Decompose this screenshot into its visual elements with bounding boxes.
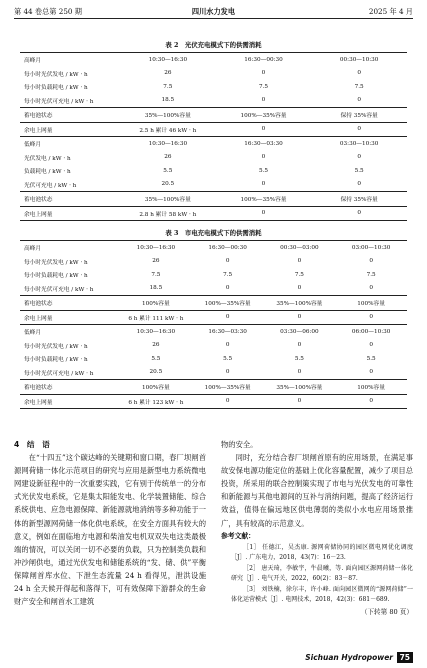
- continued-sentence: 物的安全。: [221, 440, 258, 449]
- table-cell: 16:30—03:30: [216, 137, 312, 151]
- reference-item: ［1］ 任德江，吴杰康. 源网荷储协同的园区微电网优化调度［J］. 广东电力，2018，43(7)：16－23.: [231, 543, 413, 562]
- table2: [20, 52, 407, 221]
- table-cell: 0: [335, 310, 407, 325]
- row-label: 低峰月: [20, 137, 120, 151]
- table-cell: 保持 35%容量: [311, 192, 407, 207]
- table-cell: 5.5: [223, 355, 233, 362]
- row-label: 每小时光伏发电 / kW · h: [24, 71, 88, 78]
- table-cell: 7.5: [163, 83, 173, 90]
- row-label: 余电上网量: [20, 394, 120, 409]
- table-cell: 7.5: [223, 271, 233, 278]
- table-cell: 100%—35%容量: [192, 380, 264, 395]
- footer-journal: Sichuan Hydropower: [305, 653, 393, 662]
- table-row: [20, 339, 407, 353]
- table-cell: 0: [261, 181, 266, 188]
- table-cell: 0: [311, 206, 407, 221]
- table-row: [20, 366, 407, 380]
- table-cell: 0: [192, 394, 264, 409]
- table-cell: 0: [357, 181, 361, 188]
- table-header-row: [20, 137, 407, 151]
- table-cell: 0: [369, 369, 373, 376]
- table-cell: 7.5: [151, 271, 161, 278]
- issue-date: 2025 年 4 月: [368, 7, 413, 16]
- references-title: 参考文献：: [221, 531, 255, 540]
- table-cell: 0: [369, 258, 373, 265]
- table-cell: 0: [264, 394, 336, 409]
- table3-caption: 表 3 市电充电模式下的供需消耗: [165, 229, 262, 237]
- table-cell: 10:30—16:30: [120, 241, 192, 255]
- table-cell: 03:30—10:30: [311, 137, 407, 151]
- table-cell: 18.5: [149, 285, 163, 292]
- table-cell: 100%—35%容量: [192, 296, 264, 311]
- table-cell: 5.5: [294, 355, 304, 362]
- table-cell: 35%—100%容量: [120, 192, 216, 207]
- row-label: 每小时光伏可充电 / kW · h: [24, 286, 94, 293]
- table-cell: 0: [357, 97, 361, 104]
- row-label: 光伏发电 / kW · h: [24, 155, 71, 162]
- table-header-row: [20, 325, 407, 339]
- row-label: 每小时光伏发电 / kW · h: [24, 343, 88, 350]
- row-label: 余电上网量: [20, 122, 120, 137]
- table-cell: 7.5: [354, 83, 364, 90]
- table-cell: 0: [357, 154, 361, 161]
- table-cell: 10:30—16:30: [120, 53, 216, 67]
- table-cell: 26: [152, 258, 160, 265]
- journal-name: 四川水力发电: [191, 7, 236, 16]
- reference-item: ［2］ 唐天琦，李敏宇，牛晨曦，等. 面向园区源网荷储一体化研究［J］. 电气开关，2022，60(2)：83－87.: [231, 564, 413, 583]
- table-cell: 35%—100%容量: [264, 380, 336, 395]
- table-cell: 7.5: [294, 271, 304, 278]
- table-cell: 0: [261, 70, 266, 77]
- table-header-row: [20, 53, 407, 67]
- table-cell: 5.5: [258, 167, 268, 174]
- table-cell: 100%容量: [120, 296, 192, 311]
- table-row: [20, 394, 407, 409]
- table-cell: 0: [297, 258, 302, 265]
- table-cell: 0: [216, 122, 312, 137]
- volume-info: 第 44 卷总第 250 期: [14, 7, 82, 16]
- table-cell: 0: [369, 285, 373, 292]
- row-label: 低峰月: [20, 325, 120, 339]
- row-label: 高峰月: [20, 53, 120, 67]
- table-cell: 20.5: [149, 369, 163, 376]
- table-row: [20, 108, 407, 123]
- table-row: [20, 310, 407, 325]
- left-column: [14, 438, 206, 608]
- table-header-row: [20, 241, 407, 255]
- table-cell: 35%—100%容量: [120, 108, 216, 123]
- page-number: 75: [397, 652, 413, 663]
- table-row: [20, 206, 407, 221]
- table-cell: 20.5: [161, 181, 175, 188]
- row-label: 蓄电池状态: [20, 108, 120, 123]
- row-label: 每小时光伏可充电 / kW · h: [24, 370, 94, 377]
- table-cell: 0: [225, 342, 230, 349]
- table-cell: 100%容量: [335, 380, 407, 395]
- table-cell: 03:30—06:00: [264, 325, 336, 339]
- table-cell: 6 h 累计 111 kW · h: [120, 310, 192, 325]
- table-row: [20, 255, 407, 269]
- table-cell: 100%容量: [120, 380, 192, 395]
- table-cell: 2.8 h 累计 58 kW · h: [120, 206, 216, 221]
- table-cell: 0: [297, 369, 302, 376]
- row-label: 每小时光伏发电 / kW · h: [24, 259, 88, 266]
- conclusion-paragraph: 在“十四五”这个碳达峰的关键期和窗口期，春厂坝闸首源网荷储一体化示范项目的研究与应用是新型电力系统微电网建设新征程中的一次重要实践，它有别于传统单一的分布式光伏发电系统，它是集太阳能发电、化学装置储能、综合系统供电、应急电源保障、新能源就地消纳等多种功能于一体的新型源网荷储一体化供电系统，在安全方面具有较大的意义，例如在面临地方电源和柴油发电机双双失电这类最极端的情况，可以关闭一切不必要的负载，只为控制类负载和冲沙闸供电，通过光伏发电和储能系统的“发、储、供”平衡保障闸首库水位、下泄生态流量 24 h 看得见，泄洪设施 24 h 全天候开得起和落得下，可有效保障下游群众的生命财产安全和闸首水工建筑: [14, 453, 206, 607]
- table-cell: 0: [369, 342, 373, 349]
- table-cell: 100%—35%容量: [216, 192, 312, 207]
- table-row: [20, 80, 407, 94]
- table-cell: 0: [264, 310, 336, 325]
- table-cell: 26: [152, 342, 160, 349]
- table-cell: 0: [297, 342, 302, 349]
- table-cell: 0: [192, 310, 264, 325]
- continued-note: （下转第 80 页）: [360, 607, 413, 616]
- table-cell: 0: [297, 285, 302, 292]
- table-row: [20, 178, 407, 192]
- table-cell: 保持 35%容量: [311, 108, 407, 123]
- table-cell: 0: [335, 394, 407, 409]
- table-row: [20, 164, 407, 178]
- running-header: [14, 6, 413, 19]
- table-cell: 0: [225, 258, 230, 265]
- table-cell: 0: [216, 206, 312, 221]
- row-label: 负载耗电 / kW · h: [24, 169, 71, 176]
- table-row: [20, 352, 407, 366]
- row-label: 蓄电池状态: [20, 296, 120, 311]
- row-label: 高峰月: [20, 241, 120, 255]
- table-cell: 7.5: [258, 83, 268, 90]
- section-title: 4 结 语: [14, 440, 50, 449]
- table-cell: 0: [311, 122, 407, 137]
- summary-paragraph: 同时，充分结合春厂坝闸首原有的应用场景，在满足事故安保电源功能定位的基础上优化容量配置，减少了项目总投资，所采用的联合控制策实现了市电与光伏发电的可靠性和新能源与其他电源间的互补与消纳问题，提高了经济运行效益，值得在偏远地区供电薄弱的类似小水电应用场景推广，具有较高的示范意义。: [221, 453, 413, 528]
- table-cell: 16:30—00:30: [216, 53, 312, 67]
- row-label: 光伏可充电 / kW · h: [24, 182, 77, 189]
- table-cell: 03:00—10:30: [335, 241, 407, 255]
- table-row: [20, 282, 407, 296]
- table-row: [20, 67, 407, 81]
- table2-caption: 表 2 光伏充电模式下的供需消耗: [165, 41, 262, 49]
- reference-item: ［3］ 刘铁楠，徐尔丰，许小峰. 面向园区微网的“源网荷储”一体化运营模式［J］. 电网技术，2018，42(3)：681－689.: [231, 585, 413, 604]
- table-cell: 00:30—10:30: [311, 53, 407, 67]
- table-cell: 0: [261, 154, 266, 161]
- table-row: [20, 94, 407, 108]
- table-cell: 6 h 累计 123 kW · h: [120, 394, 192, 409]
- table-cell: 06:00—10:30: [335, 325, 407, 339]
- table-cell: 18.5: [161, 97, 175, 104]
- table3: [20, 240, 407, 409]
- table-cell: 5.5: [354, 167, 364, 174]
- table-row: [20, 192, 407, 207]
- row-label: 每小时光伏可充电 / kW · h: [24, 98, 94, 105]
- table-cell: 0: [261, 97, 266, 104]
- table-row: [20, 151, 407, 165]
- row-label: 蓄电池状态: [20, 192, 120, 207]
- table-cell: 35%—100%容量: [264, 296, 336, 311]
- row-label: 余电上网量: [20, 310, 120, 325]
- page-footer: [14, 652, 413, 666]
- table-row: [20, 122, 407, 137]
- table-cell: 00:30—03:00: [264, 241, 336, 255]
- table-cell: 26: [164, 154, 172, 161]
- row-label: 每小时负载耗电 / kW · h: [24, 357, 88, 364]
- table-cell: 100%—35%容量: [216, 108, 312, 123]
- table-cell: 5.5: [151, 355, 161, 362]
- row-label: 每小时负载耗电 / kW · h: [24, 85, 88, 92]
- table-cell: 26: [164, 70, 172, 77]
- table-cell: 7.5: [366, 271, 376, 278]
- table-cell: 10:30—16:30: [120, 325, 192, 339]
- row-label: 余电上网量: [20, 206, 120, 221]
- table-cell: 0: [225, 369, 230, 376]
- table-cell: 5.5: [163, 167, 173, 174]
- row-label: 蓄电池状态: [20, 380, 120, 395]
- right-column: [221, 438, 413, 619]
- table-cell: 0: [225, 285, 230, 292]
- table-row: [20, 380, 407, 395]
- row-label: 每小时负载耗电 / kW · h: [24, 273, 88, 280]
- table-cell: 10:30—16:30: [120, 137, 216, 151]
- table-cell: 0: [357, 70, 361, 77]
- table-cell: 2.5 h 累计 46 kW · h: [120, 122, 216, 137]
- table-cell: 100%容量: [335, 296, 407, 311]
- table-row: [20, 268, 407, 282]
- table-cell: 16:30—00:30: [192, 241, 264, 255]
- table-cell: 16:30—03:30: [192, 325, 264, 339]
- table-row: [20, 296, 407, 311]
- table-cell: 5.5: [366, 355, 376, 362]
